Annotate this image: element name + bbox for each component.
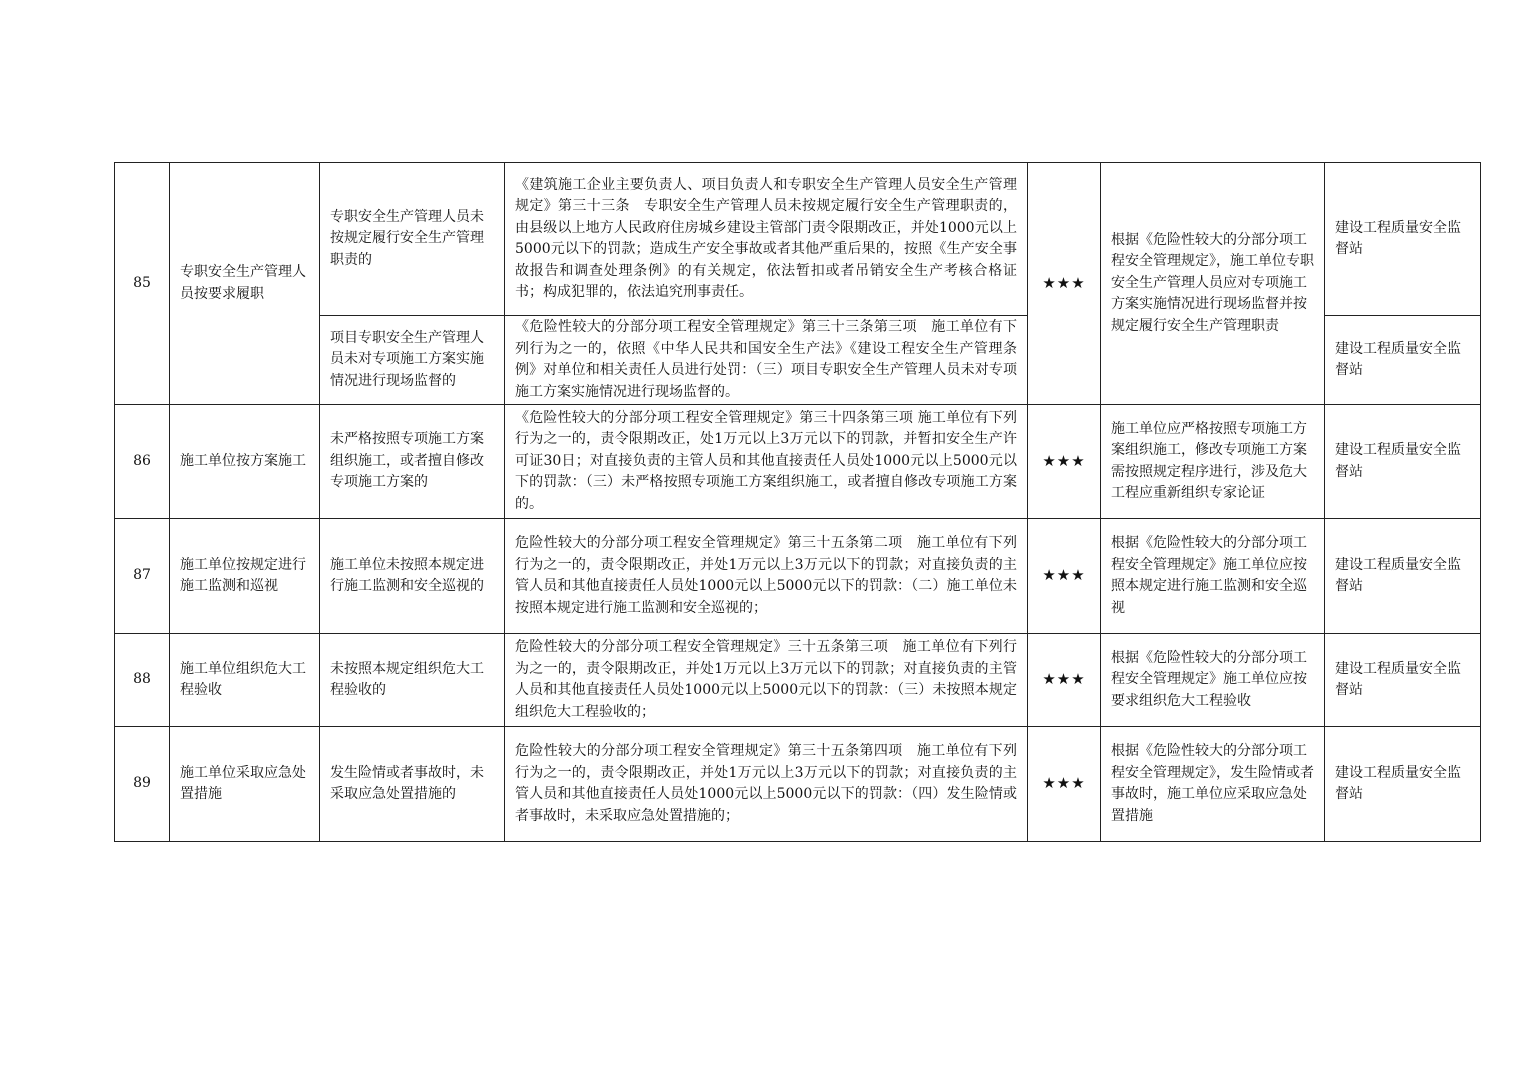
level-stars: ★★★ (1028, 634, 1101, 727)
responsible-unit: 建设工程质量安全监督站 (1325, 405, 1481, 519)
table-row (115, 405, 1481, 519)
row-number: 88 (115, 634, 170, 727)
legal-clause: 《危险性较大的分部分项工程安全管理规定》第三十三条第三项 施工单位有下列行为之一的，依照《中华人民共和国安全生产法》《建设工程安全生产管理条例》对单位和相关责任人员进行处罚：（三）项目专职安全生产管理人员未对专项施工方案实施情况进行现场监督的。 (505, 316, 1028, 405)
item-name: 施工单位按方案施工 (170, 405, 320, 519)
violation-behavior: 发生险情或者事故时，未采取应急处置措施的 (320, 727, 505, 842)
violation-behavior: 施工单位未按照本规定进行施工监测和安全巡视的 (320, 519, 505, 634)
item-name: 施工单位组织危大工程验收 (170, 634, 320, 727)
legal-clause: 危险性较大的分部分项工程安全管理规定》三十五条第三项 施工单位有下列行为之一的，责令限期改正，并处1万元以上3万元以下的罚款；对直接负责的主管人员和其他直接责任人员处1000元以上5000元以下的罚款：（三）未按照本规定组织危大工程验收的； (505, 634, 1028, 727)
table-row (115, 727, 1481, 842)
violation-behavior: 未按照本规定组织危大工程验收的 (320, 634, 505, 727)
item-name: 施工单位采取应急处置措施 (170, 727, 320, 842)
row-number: 89 (115, 727, 170, 842)
level-stars: ★★★ (1028, 727, 1101, 842)
level-stars: ★★★ (1028, 519, 1101, 634)
legal-clause: 《建筑施工企业主要负责人、项目负责人和专职安全生产管理人员安全生产管理规定》第三十三条 专职安全生产管理人员未按规定履行安全生产管理职责的，由县级以上地方人民政府住房城乡建设主管部门责令限期改正，并处1000元以上5000元以下的罚款；造成生产安全事故或者其他严重后果的，按照《生产安全事故报告和调查处理条例》的有关规定，依法暂扣或者吊销安全生产考核合格证书；构成犯罪的，依法追究刑事责任。 (505, 163, 1028, 316)
responsible-unit: 建设工程质量安全监督站 (1325, 163, 1481, 316)
requirement-text: 根据《危险性较大的分部分项工程安全管理规定》，发生险情或者事故时，施工单位应采取应急处置措施 (1101, 727, 1325, 842)
requirement-text: 根据《危险性较大的分部分项工程安全管理规定》施工单位应按照本规定进行施工监测和安全巡视 (1101, 519, 1325, 634)
table-row (115, 163, 1481, 316)
violation-behavior: 未严格按照专项施工方案组织施工，或者擅自修改专项施工方案的 (320, 405, 505, 519)
legal-clause: 危险性较大的分部分项工程安全管理规定》第三十五条第四项 施工单位有下列行为之一的，责令限期改正，并处1万元以上3万元以下的罚款；对直接负责的主管人员和其他直接责任人员处1000元以上5000元以下的罚款：（四）发生险情或者事故时，未采取应急处置措施的； (505, 727, 1028, 842)
requirement-text: 根据《危险性较大的分部分项工程安全管理规定》施工单位应按要求组织危大工程验收 (1101, 634, 1325, 727)
level-stars: ★★★ (1028, 163, 1101, 405)
responsible-unit: 建设工程质量安全监督站 (1325, 316, 1481, 405)
regulation-table (114, 162, 1481, 842)
violation-behavior: 项目专职安全生产管理人员未对专项施工方案实施情况进行现场监督的 (320, 316, 505, 405)
table-row (115, 634, 1481, 727)
legal-clause: 危险性较大的分部分项工程安全管理规定》第三十五条第二项 施工单位有下列行为之一的，责令限期改正，并处1万元以上3万元以下的罚款；对直接负责的主管人员和其他直接责任人员处1000元以上5000元以下的罚款：（二）施工单位未按照本规定进行施工监测和安全巡视的； (505, 519, 1028, 634)
requirement-text: 施工单位应严格按照专项施工方案组织施工，修改专项施工方案需按照规定程序进行，涉及危大工程应重新组织专家论证 (1101, 405, 1325, 519)
row-number: 85 (115, 163, 170, 405)
row-number: 87 (115, 519, 170, 634)
level-stars: ★★★ (1028, 405, 1101, 519)
legal-clause: 《危险性较大的分部分项工程安全管理规定》第三十四条第三项 施工单位有下列行为之一的，责令限期改正，处1万元以上3万元以下的罚款，并暂扣安全生产许可证30日；对直接负责的主管人员和其他直接责任人员处1000元以上5000元以下的罚款：（三）未严格按照专项施工方案组织施工，或者擅自修改专项施工方案的。 (505, 405, 1028, 519)
responsible-unit: 建设工程质量安全监督站 (1325, 634, 1481, 727)
row-number: 86 (115, 405, 170, 519)
item-name: 专职安全生产管理人员按要求履职 (170, 163, 320, 405)
responsible-unit: 建设工程质量安全监督站 (1325, 519, 1481, 634)
violation-behavior: 专职安全生产管理人员未按规定履行安全生产管理职责的 (320, 163, 505, 316)
responsible-unit: 建设工程质量安全监督站 (1325, 727, 1481, 842)
item-name: 施工单位按规定进行施工监测和巡视 (170, 519, 320, 634)
requirement-text: 根据《危险性较大的分部分项工程安全管理规定》，施工单位专职安全生产管理人员应对专项施工方案实施情况进行现场监督并按规定履行安全生产管理职责 (1101, 163, 1325, 405)
table-row (115, 519, 1481, 634)
